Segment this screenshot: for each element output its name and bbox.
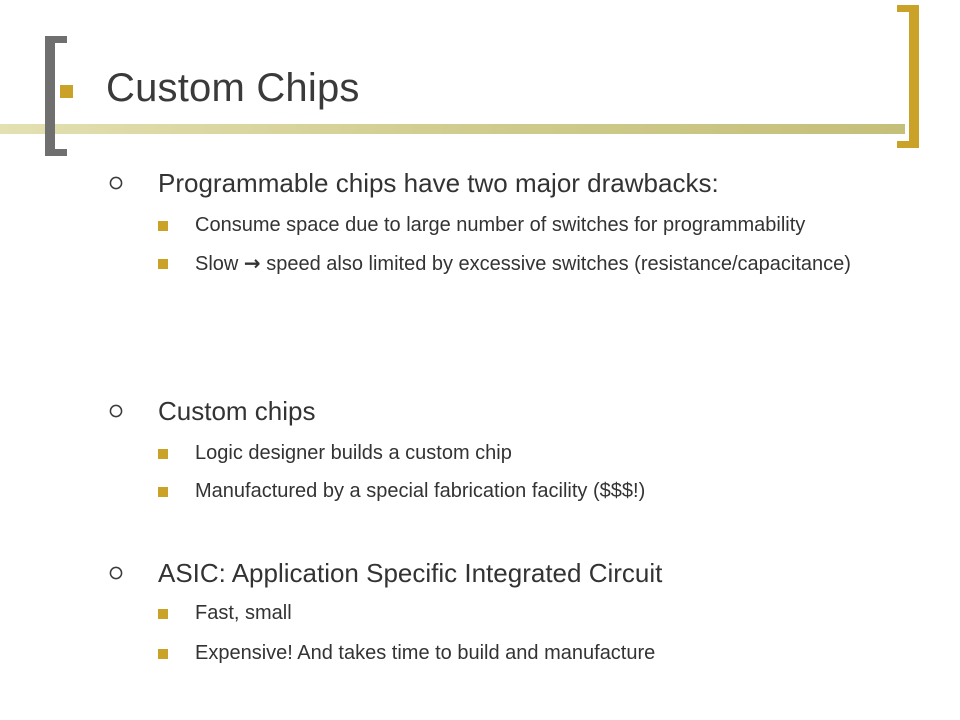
square-bullet-icon [158, 221, 168, 231]
square-bullet-icon [60, 85, 73, 98]
section-heading-row [100, 556, 855, 590]
list-item [158, 600, 855, 626]
list-item-text [195, 250, 855, 277]
square-bullet-icon [158, 609, 168, 619]
list-item-text-part: speed also limited by excessive switches (resistance/capacitance) [260, 253, 851, 275]
square-bullet-icon [158, 259, 168, 269]
list-item-text-part: Slow [195, 253, 244, 275]
right-bracket-decoration [897, 5, 919, 148]
section-heading: ASIC: Application Specific Integrated Circuit [158, 558, 663, 588]
list-item [158, 640, 855, 666]
list-item [158, 212, 855, 238]
list-item-text: Logic designer builds a custom chip [195, 442, 512, 464]
list-item [158, 250, 855, 277]
right-arrow-icon: → [243, 251, 261, 275]
square-bullet-icon [158, 449, 168, 459]
list-item [158, 478, 855, 504]
slide-title: Custom Chips [106, 66, 360, 110]
hollow-circle-bullet-icon [106, 556, 126, 590]
section-asic [100, 556, 855, 666]
section-heading-row [100, 394, 855, 428]
list-item-text: Consume space due to large number of switches for programmability [195, 214, 806, 236]
section-custom-chips [100, 394, 855, 504]
section-heading: Programmable chips have two major drawbacks: [158, 168, 719, 198]
section-heading-row [100, 166, 855, 200]
title-row [60, 62, 360, 114]
list-item-text: Expensive! And takes time to build and manufacture [195, 642, 656, 664]
section-programmable-chips [100, 166, 855, 277]
square-bullet-icon [158, 649, 168, 659]
list-item-text: Fast, small [195, 602, 292, 624]
list-item [158, 440, 855, 466]
section-heading: Custom chips [158, 396, 316, 426]
hollow-circle-bullet-icon [106, 166, 126, 200]
square-bullet-icon [158, 487, 168, 497]
list-item-text: Manufactured by a special fabrication facility ($$$!) [195, 480, 646, 502]
hollow-circle-bullet-icon [106, 394, 126, 428]
title-divider-rule [0, 124, 905, 134]
